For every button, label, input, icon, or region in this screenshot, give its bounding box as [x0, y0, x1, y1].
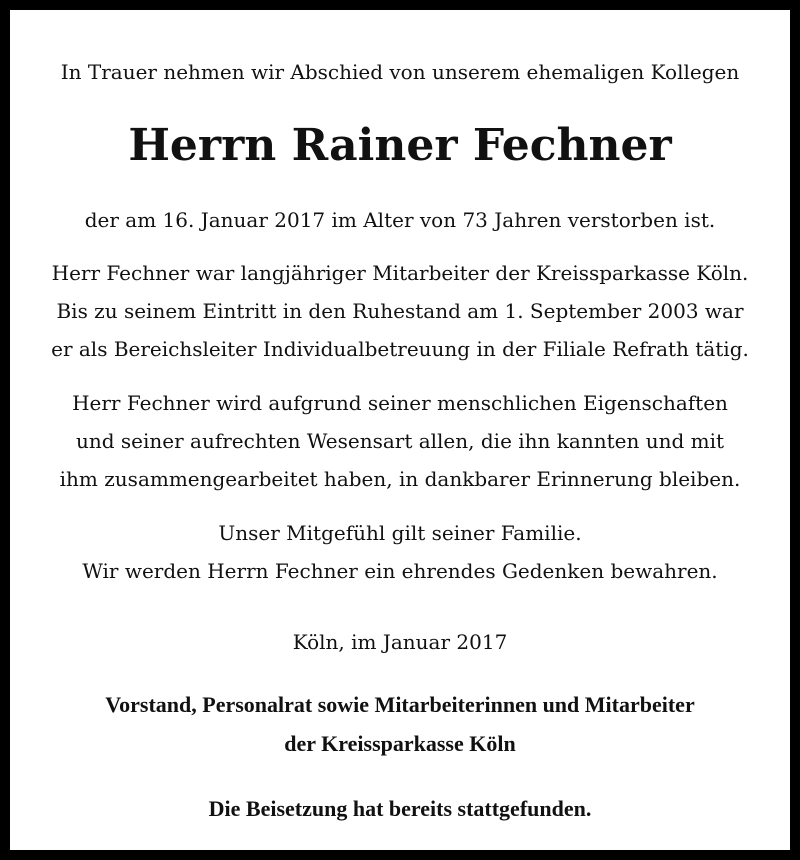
career-line-3: er als Bereichsleiter Individualbetreuung in der Filiale Refrath tätig.	[51, 337, 749, 361]
tribute-line-3: ihm zusammengearbeitet haben, in dankbarer Erinnerung bleiben.	[59, 467, 741, 491]
condolence-line-1: Unser Mitgefühl gilt seiner Familie.	[218, 521, 582, 545]
funeral-note: Die Beisetzung hat bereits stattgefunden.	[208, 796, 592, 821]
condolence-line-2: Wir werden Herrn Fechner ein ehrendes Gedenken bewahren.	[82, 559, 718, 583]
signatories-line-1: Vorstand, Personalrat sowie Mitarbeiterinnen und Mitarbeiter	[105, 692, 695, 717]
deceased-name: Herrn Rainer Fechner	[128, 120, 672, 171]
tribute-line-2: und seiner aufrechten Wesensart allen, die ihn kannten und mit	[75, 429, 725, 453]
intro-text: In Trauer nehmen wir Abschied von unserem ehemaligen Kollegen	[60, 60, 740, 84]
tribute-line-1: Herr Fechner wird aufgrund seiner menschlichen Eigenschaften	[72, 391, 728, 415]
place-date: Köln, im Januar 2017	[292, 630, 508, 654]
career-line-1: Herr Fechner war langjähriger Mitarbeiter der Kreissparkasse Köln.	[51, 261, 749, 285]
death-date-line: der am 16. Januar 2017 im Alter von 73 Jahren verstorben ist.	[84, 208, 716, 232]
signatories-line-2: der Kreissparkasse Köln	[284, 731, 516, 756]
career-line-2: Bis zu seinem Eintritt in den Ruhestand am 1. September 2003 war	[56, 299, 744, 323]
